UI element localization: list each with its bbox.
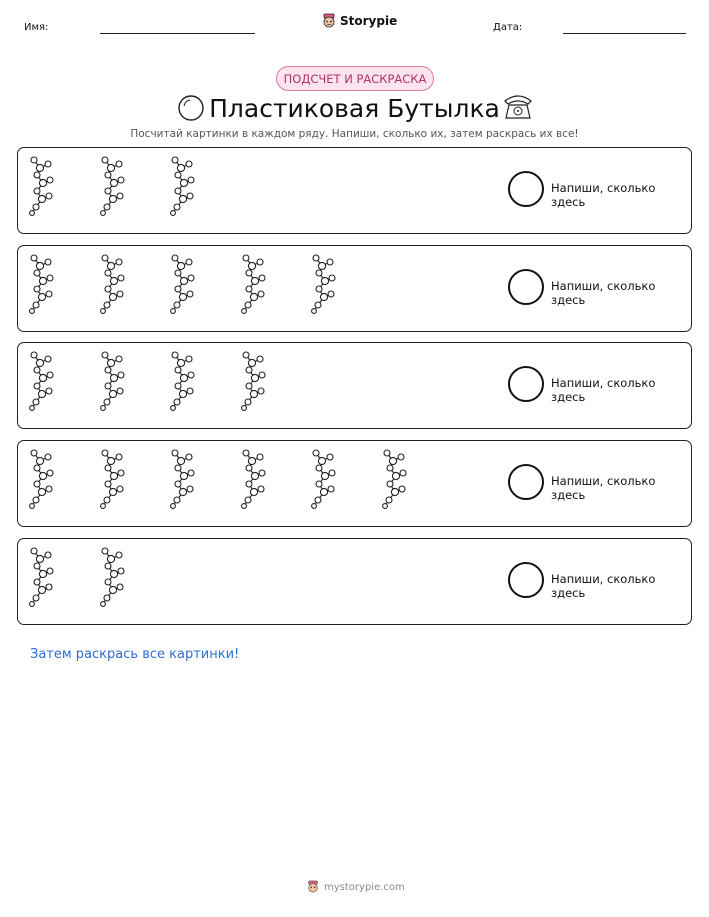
molecule-icon — [169, 448, 195, 510]
molecule-picture[interactable] — [28, 350, 54, 416]
molecule-icon — [99, 448, 125, 510]
molecule-picture[interactable] — [99, 155, 125, 221]
answer-circle[interactable] — [508, 269, 544, 305]
molecule-picture[interactable] — [169, 253, 195, 319]
counting-row — [17, 342, 692, 429]
coloring-note: Затем раскрась все картинки! — [30, 647, 240, 662]
storypie-logo-icon — [307, 880, 319, 894]
molecule-picture[interactable] — [169, 155, 195, 221]
answer-label: Напиши, сколько здесь — [551, 571, 656, 600]
molecule-picture[interactable] — [310, 253, 336, 319]
molecule-picture[interactable] — [310, 448, 336, 514]
brand — [322, 13, 397, 29]
molecule-picture[interactable] — [381, 448, 407, 514]
molecule-icon — [99, 155, 125, 217]
molecule-picture[interactable] — [99, 253, 125, 319]
molecule-icon — [169, 155, 195, 217]
molecule-icon — [381, 448, 407, 510]
counting-row — [17, 440, 692, 527]
activity-badge: ПОДСЧЕТ И РАСКРАСКА — [276, 66, 434, 91]
molecule-icon — [310, 448, 336, 510]
molecule-icon — [240, 448, 266, 510]
molecule-icon — [28, 155, 54, 217]
molecule-icon — [99, 546, 125, 608]
molecule-icon — [28, 546, 54, 608]
storypie-logo-icon — [322, 13, 336, 29]
page-title: Пластиковая Бутылка — [209, 94, 500, 123]
molecule-icon — [240, 253, 266, 315]
molecule-icon — [240, 350, 266, 412]
molecule-picture[interactable] — [28, 155, 54, 221]
site-url: mystorypie.com — [324, 881, 405, 893]
molecule-picture[interactable] — [169, 448, 195, 514]
counting-row — [17, 147, 692, 234]
answer-circle[interactable] — [508, 562, 544, 598]
answer-label: Напиши, сколько здесь — [551, 376, 656, 405]
instructions: Посчитай картинки в каждом ряду. Напиши, сколько их, затем раскрась их все! — [130, 128, 579, 140]
answer-circle[interactable] — [508, 464, 544, 500]
molecule-picture[interactable] — [240, 350, 266, 416]
molecule-icon — [28, 448, 54, 510]
answer-label: Напиши, сколько здесь — [551, 181, 656, 209]
molecule-picture[interactable] — [240, 253, 266, 319]
molecule-icon — [310, 253, 336, 315]
molecule-picture[interactable] — [28, 253, 54, 319]
answer-label: Напиши, сколько здесь — [551, 474, 656, 503]
molecule-icon — [169, 350, 195, 412]
molecule-icon — [169, 253, 195, 315]
answer-circle[interactable] — [508, 171, 544, 207]
molecule-picture[interactable] — [99, 350, 125, 416]
molecule-icon — [28, 253, 54, 315]
site-footer — [307, 880, 405, 894]
molecule-picture[interactable] — [99, 546, 125, 612]
molecule-picture[interactable] — [28, 546, 54, 612]
answer-label: Напиши, сколько здесь — [551, 278, 656, 307]
name-label: Имя: — [24, 22, 49, 33]
molecule-picture[interactable] — [240, 448, 266, 514]
date-line[interactable] — [563, 33, 686, 34]
molecule-picture[interactable] — [99, 448, 125, 514]
telephone-icon — [502, 91, 534, 121]
molecule-icon — [28, 350, 54, 412]
brand-name: Storypie — [340, 14, 398, 28]
name-line[interactable] — [100, 33, 255, 34]
counting-row — [17, 538, 692, 625]
date-label: Дата: — [493, 22, 523, 33]
molecule-icon — [99, 350, 125, 412]
molecule-icon — [99, 253, 125, 315]
counting-row — [17, 245, 692, 332]
molecule-picture[interactable] — [28, 448, 54, 514]
answer-circle[interactable] — [508, 366, 544, 402]
molecule-picture[interactable] — [169, 350, 195, 416]
